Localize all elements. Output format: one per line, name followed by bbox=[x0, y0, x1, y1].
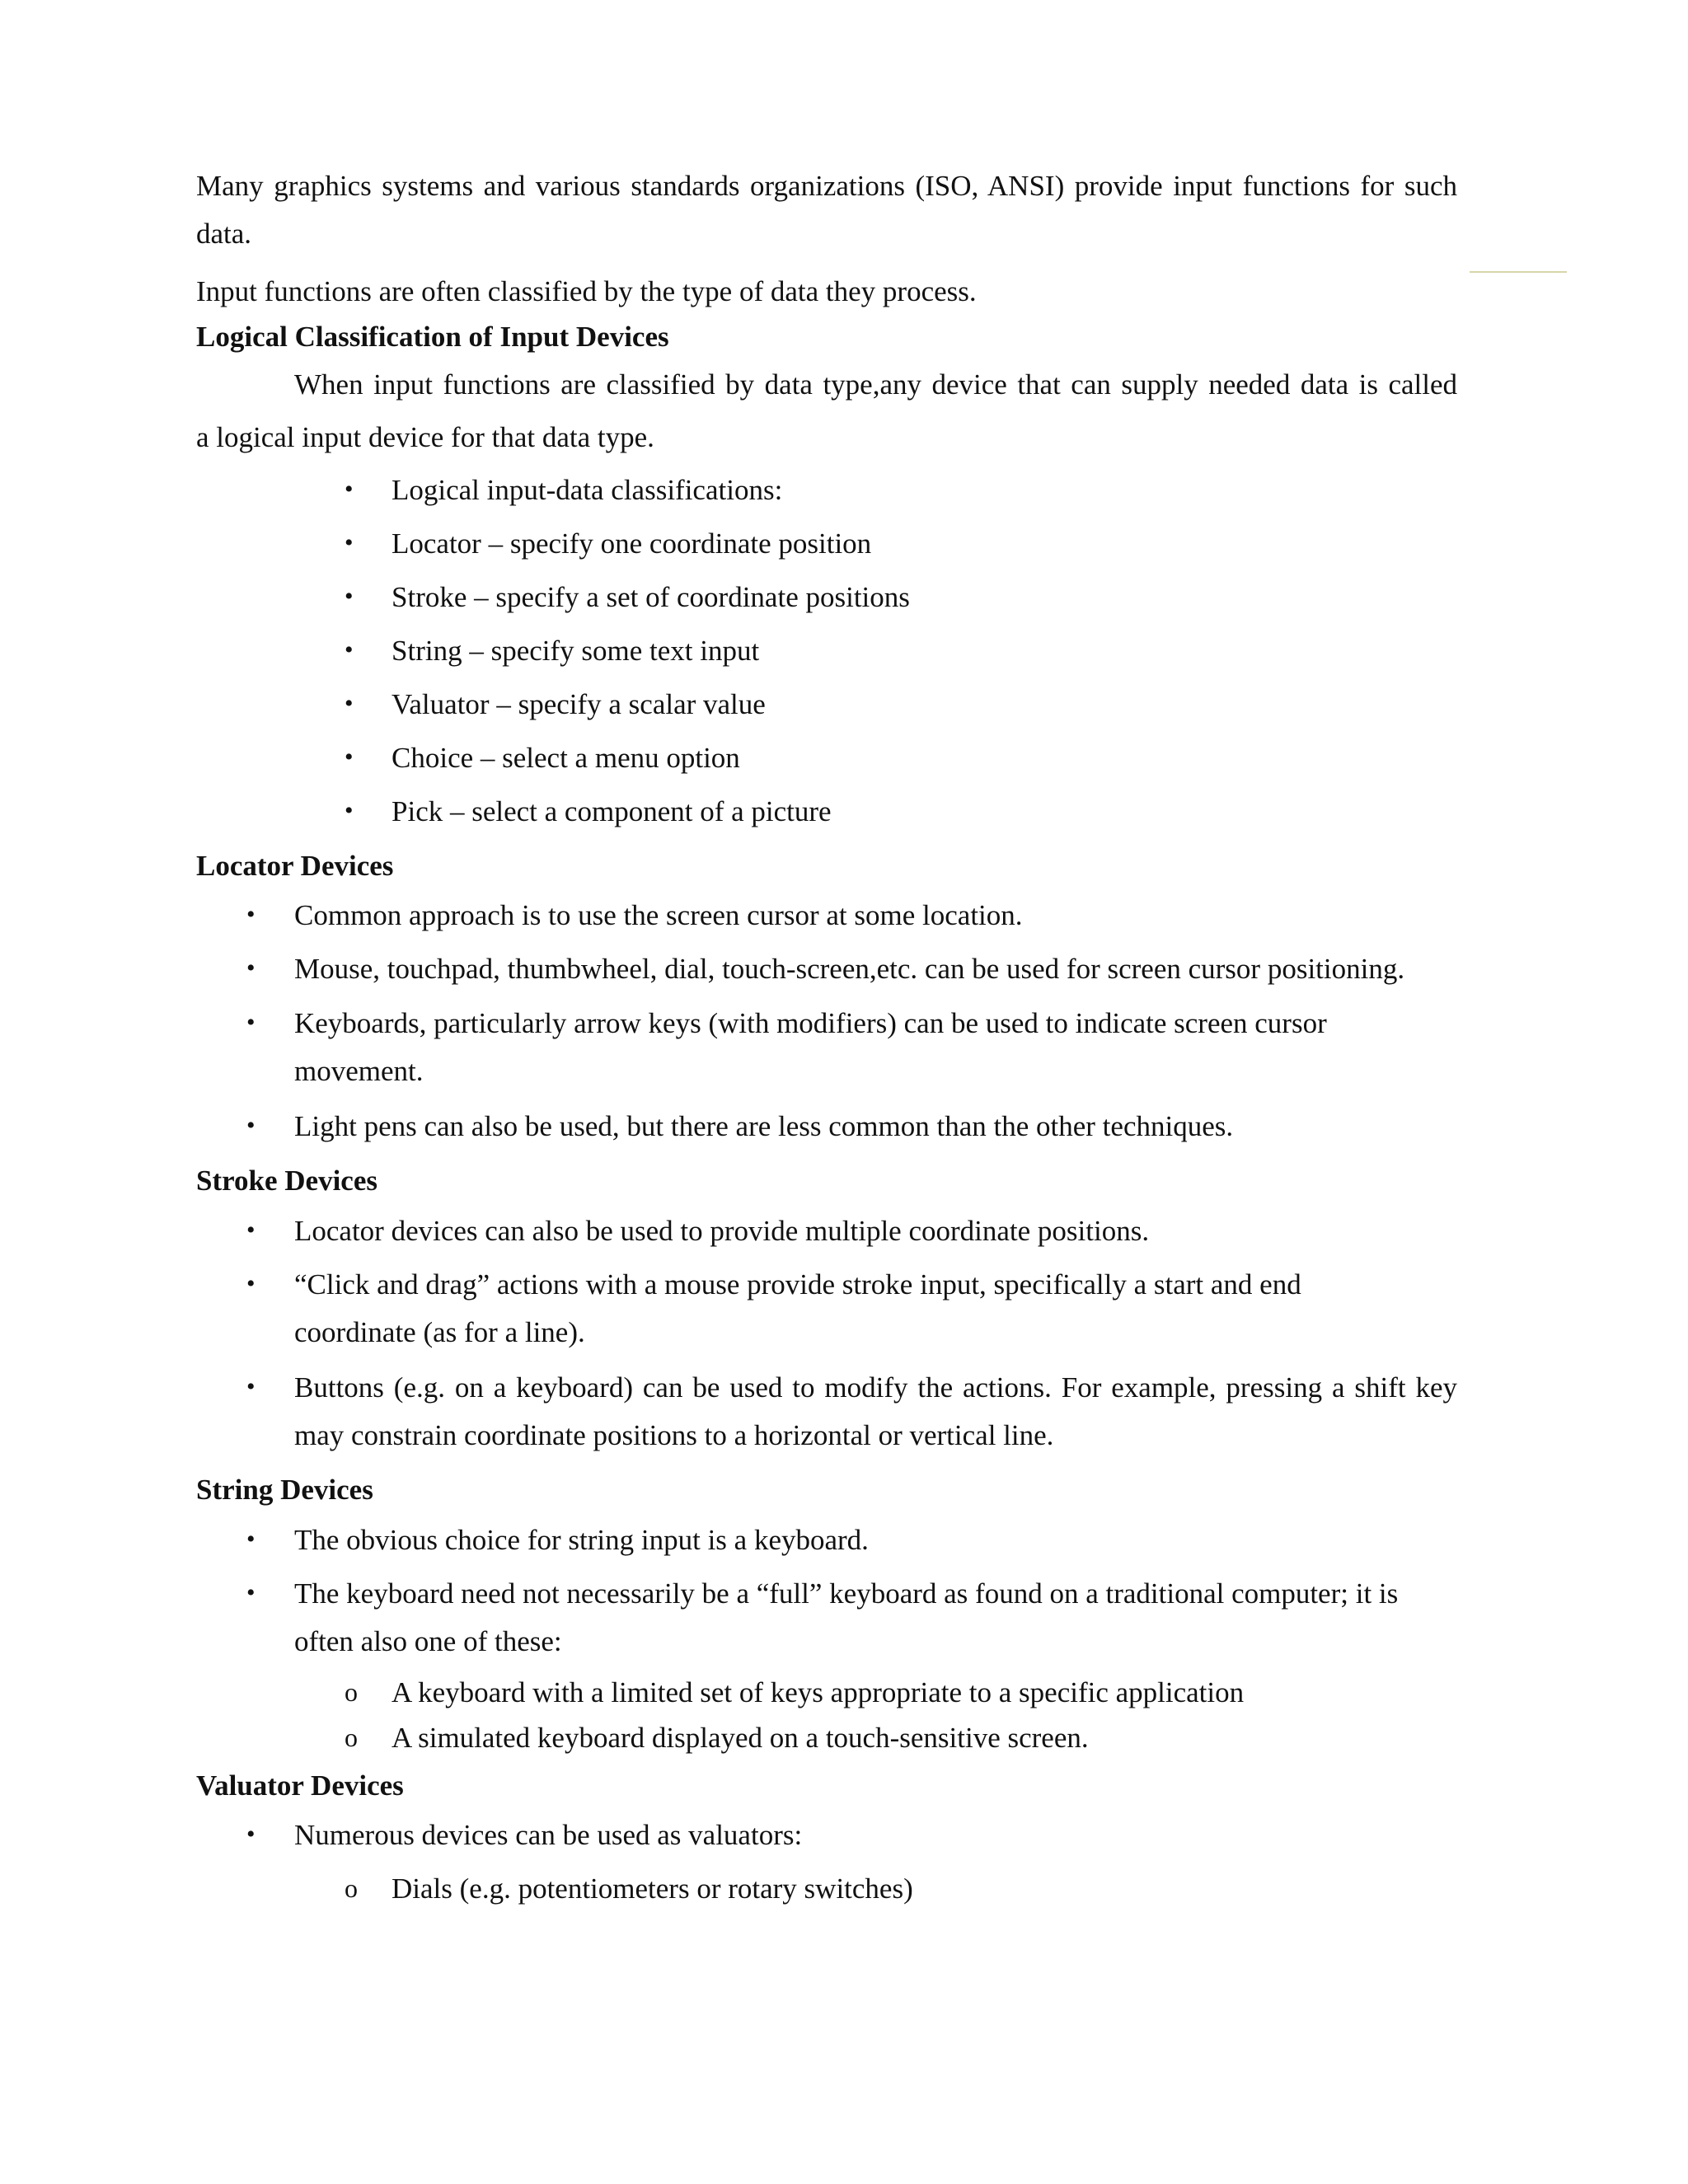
locator-item-2: Mouse, touchpad, thumbwheel, dial, touch-screen,etc. can be used for screen cursor positioning. bbox=[294, 953, 1405, 985]
logical-item-2: Locator – specify one coordinate position bbox=[392, 527, 872, 560]
locator-item-4: Light pens can also be used, but there are less common than the other techniques. bbox=[294, 1110, 1234, 1142]
bullet-icon: • bbox=[246, 1526, 256, 1553]
bullet-icon: • bbox=[246, 1009, 256, 1036]
bullet-icon: • bbox=[246, 1270, 256, 1297]
section-heading-locator: Locator Devices bbox=[196, 850, 394, 882]
bullet-icon: • bbox=[345, 636, 354, 663]
section-heading-stroke: Stroke Devices bbox=[196, 1165, 377, 1197]
bullet-icon: • bbox=[345, 797, 354, 824]
circle-bullet-icon: o bbox=[345, 1873, 358, 1903]
bullet-icon: • bbox=[345, 583, 354, 610]
bullet-icon: • bbox=[246, 1821, 256, 1848]
string-item-2: The keyboard need not necessarily be a “full” keyboard as found on a traditional computer; it is bbox=[294, 1577, 1399, 1610]
section-heading-logical: Logical Classification of Input Devices bbox=[196, 321, 669, 353]
bullet-icon: • bbox=[246, 1216, 256, 1244]
stroke-item-1: Locator devices can also be used to provide multiple coordinate positions. bbox=[294, 1215, 1150, 1247]
bullet-icon: • bbox=[246, 901, 256, 928]
bullet-icon: • bbox=[246, 1373, 256, 1400]
circle-bullet-icon: o bbox=[345, 1677, 358, 1707]
decorative-rule bbox=[1470, 271, 1567, 273]
stroke-item-3: Buttons (e.g. on a keyboard) can be used to modify the actions. For example, pressing a shift key bbox=[294, 1371, 1457, 1404]
logical-para-line-2: a logical input device for that data type. bbox=[196, 421, 654, 453]
section-heading-valuator: Valuator Devices bbox=[196, 1769, 404, 1802]
valuator-item-1: Numerous devices can be used as valuators: bbox=[294, 1819, 803, 1851]
intro-line-2: data. bbox=[196, 218, 252, 250]
bullet-icon: • bbox=[246, 954, 256, 982]
locator-item-3: Keyboards, particularly arrow keys (with modifiers) can be used to indicate screen cursor bbox=[294, 1007, 1327, 1039]
logical-item-4: String – specify some text input bbox=[392, 635, 760, 667]
logical-item-6: Choice – select a menu option bbox=[392, 742, 740, 774]
logical-item-5: Valuator – specify a scalar value bbox=[392, 688, 766, 720]
stroke-item-2: “Click and drag” actions with a mouse provide stroke input, specifically a start and end bbox=[294, 1268, 1301, 1301]
bullet-icon: • bbox=[345, 529, 354, 556]
string-subitem-2: A simulated keyboard displayed on a touch-sensitive screen. bbox=[392, 1722, 1089, 1754]
bullet-icon: • bbox=[246, 1112, 256, 1139]
logical-para-line-1: When input functions are classified by data type,any device that can supply needed data is called bbox=[294, 368, 1457, 401]
logical-item-1: Logical input-data classifications: bbox=[392, 474, 783, 506]
locator-item-1: Common approach is to use the screen cursor at some location. bbox=[294, 899, 1023, 931]
logical-item-3: Stroke – specify a set of coordinate positions bbox=[392, 581, 910, 613]
string-subitem-1: A keyboard with a limited set of keys appropriate to a specific application bbox=[392, 1676, 1245, 1708]
bullet-icon: • bbox=[345, 743, 354, 771]
intro-line-1: Many graphics systems and various standards organizations (ISO, ANSI) provide input functions for such bbox=[196, 170, 1457, 202]
circle-bullet-icon: o bbox=[345, 1722, 358, 1752]
bullet-icon: • bbox=[345, 690, 354, 717]
bullet-icon: • bbox=[345, 476, 354, 503]
string-item-1: The obvious choice for string input is a keyboard. bbox=[294, 1524, 869, 1556]
intro-line-3: Input functions are often classified by the type of data they process. bbox=[196, 275, 977, 307]
stroke-item-3-continued: may constrain coordinate positions to a horizontal or vertical line. bbox=[294, 1419, 1054, 1451]
string-item-2-continued: often also one of these: bbox=[294, 1625, 562, 1657]
valuator-subitem-1: Dials (e.g. potentiometers or rotary switches) bbox=[392, 1872, 913, 1905]
stroke-item-2-continued: coordinate (as for a line). bbox=[294, 1316, 585, 1348]
bullet-icon: • bbox=[246, 1579, 256, 1606]
locator-item-3-continued: movement. bbox=[294, 1055, 424, 1087]
section-heading-string: String Devices bbox=[196, 1474, 373, 1506]
logical-item-7: Pick – select a component of a picture bbox=[392, 795, 832, 827]
